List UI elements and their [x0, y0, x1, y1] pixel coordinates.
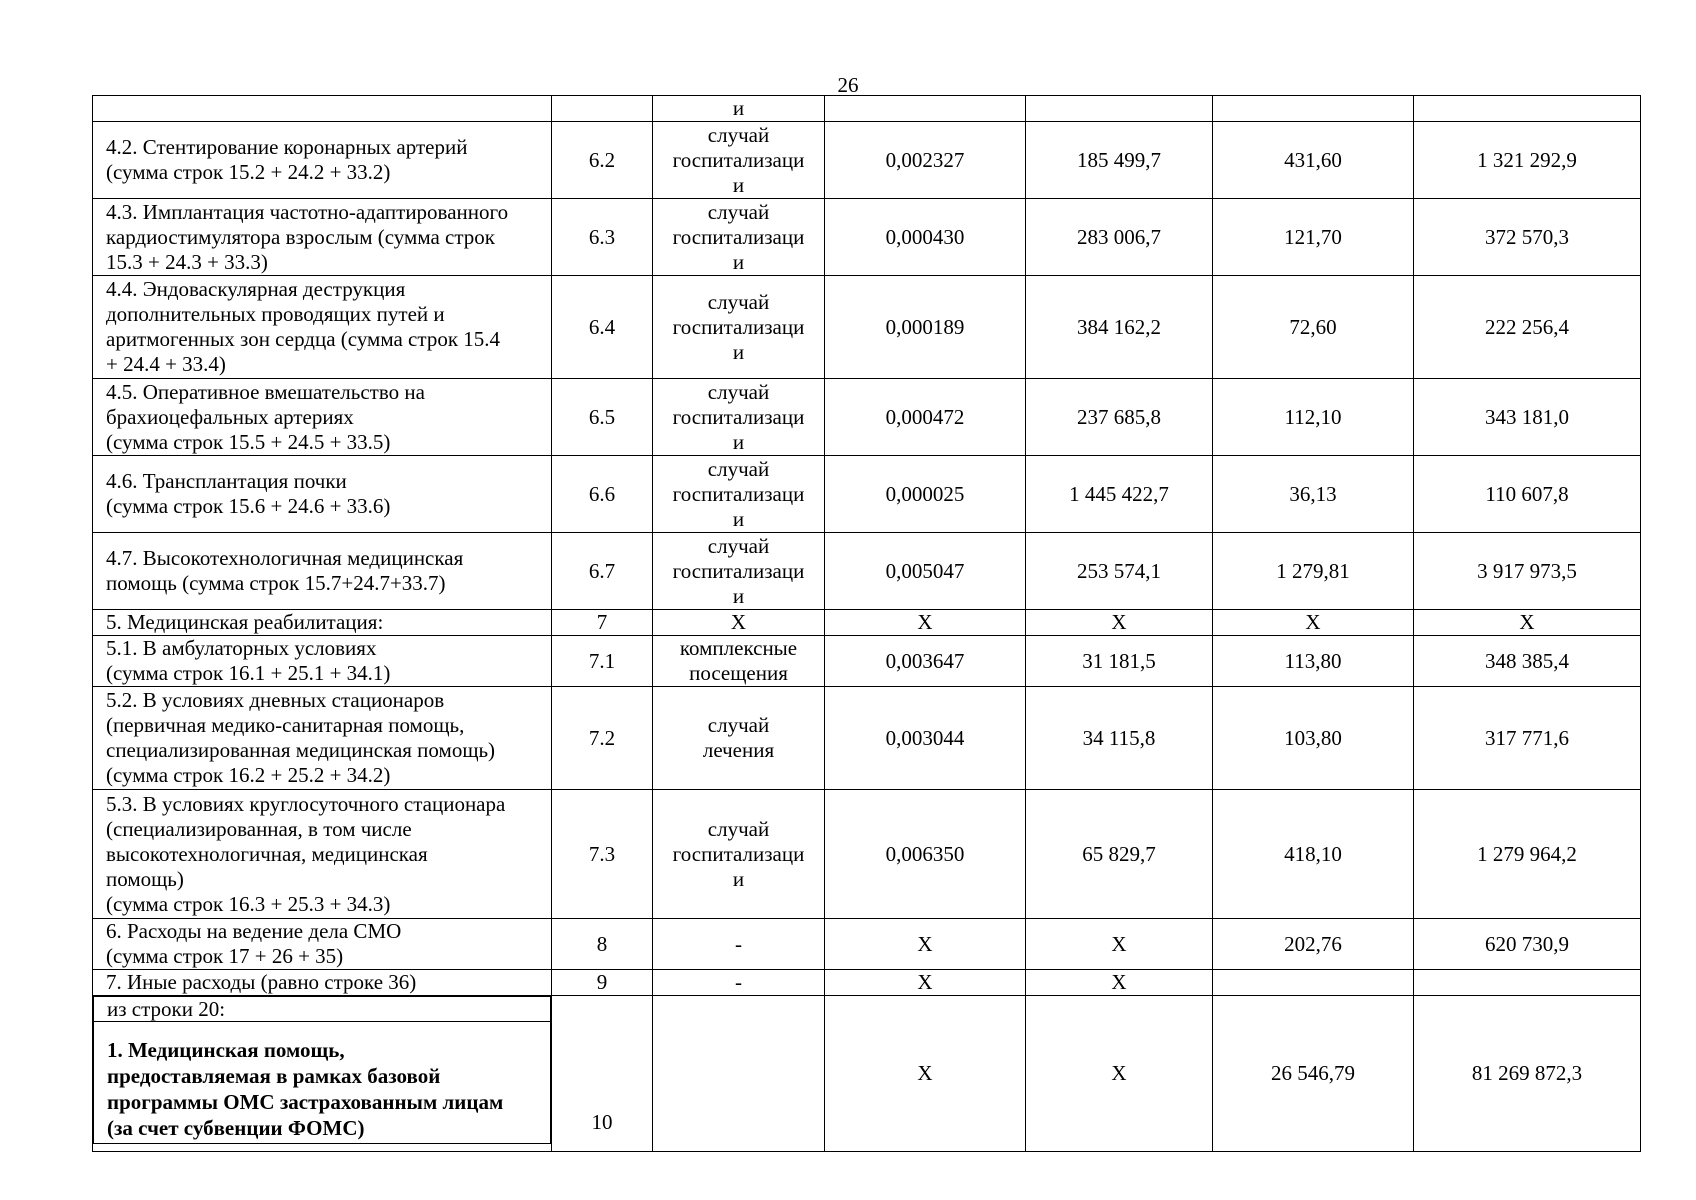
per-capita-cell: 431,60	[1213, 122, 1414, 199]
per-capita-cell: 113,80	[1213, 636, 1414, 687]
cost-cell	[1026, 96, 1213, 122]
table-row	[93, 687, 1641, 790]
cost-cell: 384 162,2	[1026, 276, 1213, 379]
total-cell: 110 607,8	[1414, 456, 1641, 533]
text-line: 15.3 + 24.3 + 33.3)	[106, 249, 268, 274]
table-row	[93, 790, 1641, 919]
row-name-cell	[93, 996, 552, 1152]
norm-cell: 0,002327	[825, 122, 1026, 199]
text-line: 5.2. В условиях дневных стационаров	[106, 688, 445, 712]
norm-cell: 0,003647	[825, 636, 1026, 687]
row-code-cell: 6.5	[552, 379, 653, 456]
unit-cell	[653, 970, 825, 996]
cost-cell: 253 574,1	[1026, 533, 1213, 610]
cost-cell: X	[1026, 970, 1213, 996]
total-cell: 348 385,4	[1414, 636, 1641, 687]
row-name-cell	[93, 687, 552, 790]
text-line: (за счет субвенции ФОМС)	[107, 1116, 365, 1140]
cost-cell: 283 006,7	[1026, 199, 1213, 276]
text-line: 4.4. Эндоваскулярная деструкция	[106, 277, 406, 301]
norm-cell: X	[825, 996, 1026, 1152]
text-line: и	[732, 506, 745, 531]
per-capita-cell	[1213, 970, 1414, 996]
row-code-cell: 8	[552, 919, 653, 970]
per-capita-cell: 72,60	[1213, 276, 1414, 379]
cost-cell: 1 445 422,7	[1026, 456, 1213, 533]
unit-cell	[653, 996, 825, 1152]
text-line: кардиостимулятора взрослым (сумма строк	[106, 224, 495, 249]
norm-cell: X	[825, 610, 1026, 636]
total-cell: 1 321 292,9	[1414, 122, 1641, 199]
table-row	[93, 996, 1641, 1152]
table-row	[93, 610, 1641, 636]
row-name-cell	[93, 636, 552, 687]
row-code-cell: 6.7	[552, 533, 653, 610]
text-line: (сумма строк 16.2 + 25.2 + 34.2)	[106, 763, 391, 787]
text-line: 5.3. В условиях круглосуточного стационара	[106, 791, 506, 816]
per-capita-cell: X	[1213, 610, 1414, 636]
table-row	[93, 199, 1641, 276]
row-code-cell: 7.1	[552, 636, 653, 687]
cost-cell: 31 181,5	[1026, 636, 1213, 687]
row-name-cell	[93, 122, 552, 199]
text-line: 5. Медицинская реабилитация:	[106, 610, 384, 634]
per-capita-cell: 26 546,79	[1213, 996, 1414, 1152]
text-line: -	[735, 970, 742, 994]
text-line: дополнительных проводящих путей и	[106, 302, 445, 326]
text-line: 1. Медицинская помощь,	[107, 1038, 345, 1062]
per-capita-cell	[1213, 96, 1414, 122]
row-code-cell	[552, 96, 653, 122]
per-capita-cell: 1 279,81	[1213, 533, 1414, 610]
text-line: лечения	[702, 738, 775, 762]
unit-cell	[653, 456, 825, 533]
row-code-cell: 10	[552, 996, 653, 1152]
per-capita-cell: 112,10	[1213, 379, 1414, 456]
text-line: и	[732, 96, 745, 120]
norm-cell: 0,000189	[825, 276, 1026, 379]
unit-cell	[653, 636, 825, 687]
unit-cell	[653, 533, 825, 610]
row-code-cell: 6.4	[552, 276, 653, 379]
norm-cell: 0,000430	[825, 199, 1026, 276]
row-name-split	[93, 996, 551, 1144]
text-line: 4.6. Трансплантация почки	[106, 469, 347, 493]
text-line: госпитализаци	[672, 314, 805, 339]
cost-cell: X	[1026, 919, 1213, 970]
table-row	[93, 636, 1641, 687]
text-line: случай	[707, 379, 770, 404]
total-cell: 343 181,0	[1414, 379, 1641, 456]
per-capita-cell: 418,10	[1213, 790, 1414, 919]
text-line: (сумма строк 15.5 + 24.5 + 33.5)	[106, 429, 391, 454]
text-line: -	[735, 931, 742, 956]
text-line: (сумма строк 17 + 26 + 35)	[106, 944, 344, 968]
text-line: (первичная медико-санитарная помощь,	[106, 713, 465, 737]
text-line: высокотехнологичная, медицинская	[106, 841, 428, 866]
text-line: и	[732, 172, 745, 197]
text-line: и	[732, 429, 745, 454]
row-name-cell	[93, 379, 552, 456]
row-name-cell	[93, 610, 552, 636]
text-line: случай	[707, 816, 770, 841]
unit-cell	[653, 379, 825, 456]
bold-row-name	[94, 1022, 551, 1144]
total-cell: 1 279 964,2	[1414, 790, 1641, 919]
total-cell	[1414, 970, 1641, 996]
text-line: комплексные	[679, 636, 798, 660]
text-line: предоставляемая в рамках базовой	[107, 1064, 441, 1088]
text-line: (сумма строк 16.1 + 25.1 + 34.1)	[106, 661, 391, 685]
text-line: госпитализаци	[672, 147, 805, 172]
per-capita-cell: 103,80	[1213, 687, 1414, 790]
row-name-cell	[93, 199, 552, 276]
text-line: 6. Расходы на ведение дела СМО	[106, 919, 402, 943]
unit-cell	[653, 96, 825, 122]
norm-cell: 0,003044	[825, 687, 1026, 790]
unit-cell	[653, 687, 825, 790]
cost-cell: 34 115,8	[1026, 687, 1213, 790]
text-line: помощь)	[106, 866, 184, 891]
unit-cell	[653, 919, 825, 970]
text-line: 5.1. В амбулаторных условиях	[106, 636, 377, 660]
table-row	[93, 96, 1641, 122]
row-code-cell: 7	[552, 610, 653, 636]
norm-cell: 0,005047	[825, 533, 1026, 610]
norm-cell: 0,000472	[825, 379, 1026, 456]
norm-cell: X	[825, 919, 1026, 970]
text-line: случай	[707, 713, 770, 737]
text-line: и	[732, 339, 745, 364]
text-line: госпитализаци	[672, 224, 805, 249]
total-cell: 81 269 872,3	[1414, 996, 1641, 1152]
unit-cell	[653, 610, 825, 636]
text-line: программы ОМС застрахованным лицам	[107, 1090, 504, 1114]
text-line: случай	[707, 199, 770, 224]
total-cell: 317 771,6	[1414, 687, 1641, 790]
text-line: случай	[707, 122, 770, 147]
row-code-cell: 6.6	[552, 456, 653, 533]
row-code-cell: 7.3	[552, 790, 653, 919]
row-code-cell: 6.3	[552, 199, 653, 276]
row-code-cell: 9	[552, 970, 653, 996]
text-line: специализированная медицинская помощь)	[106, 738, 496, 762]
text-line: посещения	[689, 661, 788, 685]
text-line: (сумма строк 15.2 + 24.2 + 33.2)	[106, 160, 391, 184]
cost-cell: 185 499,7	[1026, 122, 1213, 199]
text-line: 7. Иные расходы (равно строке 36)	[106, 970, 417, 994]
total-cell	[1414, 96, 1641, 122]
row-name-cell	[93, 919, 552, 970]
cost-cell: 237 685,8	[1026, 379, 1213, 456]
row-name-cell	[93, 970, 552, 996]
text-line: случай	[707, 456, 770, 481]
cost-cell: 65 829,7	[1026, 790, 1213, 919]
table-row	[93, 456, 1641, 533]
unit-cell	[653, 276, 825, 379]
cost-cell: X	[1026, 610, 1213, 636]
text-line: случай	[707, 533, 770, 558]
total-cell: X	[1414, 610, 1641, 636]
text-line: (сумма строк 16.3 + 25.3 + 34.3)	[106, 891, 391, 916]
row-name-cell	[93, 790, 552, 919]
unit-cell	[653, 199, 825, 276]
table-row	[93, 919, 1641, 970]
norm-cell	[825, 96, 1026, 122]
per-capita-cell: 202,76	[1213, 919, 1414, 970]
text-line: и	[732, 249, 745, 274]
row-name-cell	[93, 533, 552, 610]
total-cell: 3 917 973,5	[1414, 533, 1641, 610]
text-line: госпитализаци	[672, 841, 805, 866]
unit-cell	[653, 122, 825, 199]
per-capita-cell: 36,13	[1213, 456, 1414, 533]
row-name-cell	[93, 96, 552, 122]
sub-header: из строки 20:	[94, 997, 551, 1022]
text-line: аритмогенных зон сердца (сумма строк 15.4	[106, 327, 501, 351]
text-line: 4.2. Стентирование коронарных артерий	[106, 135, 468, 159]
text-line: госпитализаци	[672, 481, 805, 506]
table-row	[93, 379, 1641, 456]
text-line: госпитализаци	[672, 404, 805, 429]
total-cell: 372 570,3	[1414, 199, 1641, 276]
text-line: брахиоцефальных артериях	[106, 404, 354, 429]
text-line: случай	[707, 289, 770, 314]
unit-cell	[653, 790, 825, 919]
text-line: и	[732, 866, 745, 891]
norm-cell: X	[825, 970, 1026, 996]
text-line: 4.5. Оперативное вмешательство на	[106, 379, 425, 404]
total-cell: 222 256,4	[1414, 276, 1641, 379]
table-row	[93, 276, 1641, 379]
total-cell: 620 730,9	[1414, 919, 1641, 970]
financing-table	[92, 95, 1641, 1152]
table-row	[93, 533, 1641, 610]
row-name-cell	[93, 456, 552, 533]
page-number: 26	[837, 73, 859, 97]
table-row	[93, 122, 1641, 199]
per-capita-cell: 121,70	[1213, 199, 1414, 276]
text-line: (специализированная, в том числе	[106, 816, 412, 841]
cost-cell: X	[1026, 996, 1213, 1152]
row-code-cell: 7.2	[552, 687, 653, 790]
norm-cell: 0,006350	[825, 790, 1026, 919]
text-line: помощь (сумма строк 15.7+24.7+33.7)	[106, 571, 446, 595]
row-name-cell	[93, 276, 552, 379]
text-line: 4.7. Высокотехнологичная медицинская	[106, 546, 464, 570]
text-line: + 24.4 + 33.4)	[106, 352, 226, 376]
text-line: (сумма строк 15.6 + 24.6 + 33.6)	[106, 494, 391, 518]
text-line: и	[732, 583, 745, 608]
row-code-cell: 6.2	[552, 122, 653, 199]
text-line: X	[730, 610, 747, 634]
table-row	[93, 970, 1641, 996]
norm-cell: 0,000025	[825, 456, 1026, 533]
text-line: госпитализаци	[672, 558, 805, 583]
text-line: 4.3. Имплантация частотно-адаптированного	[106, 199, 509, 224]
